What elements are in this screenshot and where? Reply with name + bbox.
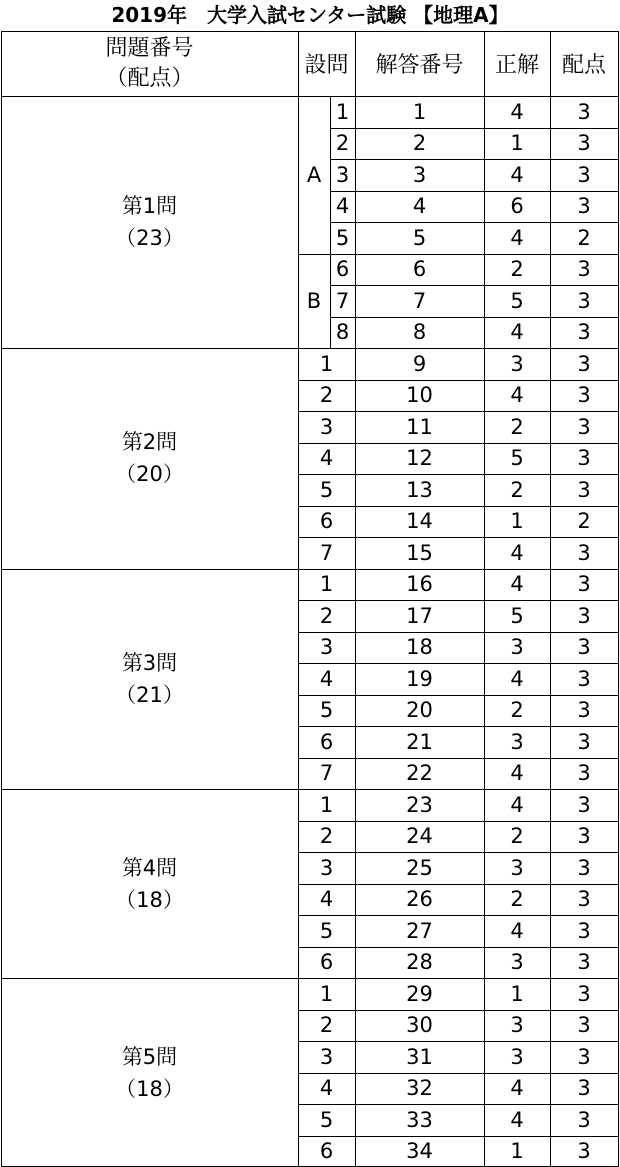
- question-number: 2: [319, 603, 334, 628]
- correct-answer: 4: [510, 666, 524, 691]
- grid-line: [1, 789, 619, 790]
- points-value: 3: [577, 383, 591, 408]
- answer-number: 4: [412, 194, 427, 219]
- answer-number: 8: [412, 320, 427, 345]
- grid-line: [298, 695, 619, 696]
- points-value: 2: [577, 509, 591, 534]
- grid-line: [330, 159, 619, 160]
- question-number: 1: [319, 792, 334, 817]
- correct-answer: 4: [510, 1107, 524, 1132]
- correct-answer: 4: [510, 540, 524, 565]
- points-value: 3: [577, 1076, 591, 1101]
- question-number: 1: [319, 572, 334, 597]
- answer-number: 29: [406, 981, 433, 1006]
- points-value: 3: [577, 257, 591, 282]
- grid-line: [298, 758, 619, 759]
- points-value: 3: [577, 194, 591, 219]
- answer-number: 6: [412, 257, 427, 282]
- answer-number: 28: [406, 950, 433, 975]
- question-number: 6: [319, 509, 334, 534]
- correct-answer: 2: [510, 257, 524, 282]
- grid-line: [298, 506, 619, 507]
- page-title: 2019年 大学入試センター試験 【地理A】: [111, 3, 509, 27]
- points-value: 3: [577, 792, 591, 817]
- points-value: 3: [577, 446, 591, 471]
- points-value: 3: [577, 320, 591, 345]
- question-number: 3: [335, 162, 350, 187]
- subgroup-label: B: [306, 288, 322, 313]
- answer-number: 19: [406, 666, 433, 691]
- answer-number: 33: [406, 1107, 433, 1132]
- problem-label: 第5問: [121, 1044, 178, 1069]
- points-value: 3: [577, 635, 591, 660]
- question-number: 6: [319, 1139, 334, 1164]
- grid-line: [1, 569, 619, 570]
- grid-line: [298, 1010, 619, 1011]
- grid-line: [298, 1041, 619, 1042]
- points-value: 2: [577, 225, 591, 250]
- answer-number: 26: [406, 887, 433, 912]
- header-points-note: （配点）: [105, 65, 194, 91]
- points-value: 3: [577, 887, 591, 912]
- grid-line: [298, 254, 619, 255]
- question-number: 7: [335, 288, 350, 313]
- answer-number: 1: [412, 99, 427, 124]
- question-number: 5: [319, 1107, 334, 1132]
- answer-number: 20: [406, 698, 433, 723]
- correct-answer: 4: [510, 383, 524, 408]
- problem-label: 第1問: [121, 194, 178, 218]
- grid-line: [298, 884, 619, 885]
- question-number: 1: [319, 981, 334, 1006]
- correct-answer: 5: [510, 603, 524, 628]
- points-value: 3: [577, 540, 591, 565]
- answer-number: 12: [406, 446, 433, 471]
- answer-number: 21: [406, 729, 433, 754]
- points-value: 3: [577, 1013, 591, 1038]
- question-number: 3: [319, 855, 334, 880]
- answer-number: 25: [406, 855, 433, 880]
- grid-line: [550, 31, 551, 1167]
- problem-score: （18）: [115, 887, 184, 912]
- points-value: 3: [577, 824, 591, 849]
- header-points: 配点: [561, 53, 606, 78]
- points-value: 3: [577, 1107, 591, 1132]
- grid-line: [298, 380, 619, 381]
- grid-line: [298, 663, 619, 664]
- grid-line: [298, 600, 619, 601]
- answer-number: 27: [406, 918, 433, 943]
- correct-answer: 2: [510, 698, 524, 723]
- question-number: 8: [335, 320, 350, 345]
- points-value: 3: [577, 981, 591, 1006]
- correct-answer: 4: [510, 320, 524, 345]
- grid-line: [1, 978, 619, 979]
- question-number: 5: [319, 698, 334, 723]
- correct-answer: 2: [510, 477, 524, 502]
- grid-line: [298, 1073, 619, 1074]
- answer-number: 9: [412, 351, 427, 376]
- answer-number: 10: [406, 383, 433, 408]
- question-number: 2: [319, 383, 334, 408]
- grid-line: [298, 947, 619, 948]
- points-value: 3: [577, 162, 591, 187]
- question-number: 5: [319, 477, 334, 502]
- problem-group: [1, 348, 298, 569]
- question-number: 3: [319, 635, 334, 660]
- question-number: 4: [335, 194, 350, 219]
- grid-line: [298, 915, 619, 916]
- question-number: 6: [335, 257, 350, 282]
- correct-answer: 4: [510, 792, 524, 817]
- correct-answer: 4: [510, 225, 524, 250]
- correct-answer: 5: [510, 288, 524, 313]
- grid-line: [298, 411, 619, 412]
- points-value: 3: [577, 351, 591, 376]
- answer-number: 11: [406, 414, 433, 439]
- header-correct: 正解: [494, 53, 539, 78]
- question-number: 1: [319, 351, 334, 376]
- problem-score: （23）: [115, 226, 184, 250]
- grid-line: [330, 128, 619, 129]
- problem-score: （18）: [115, 1076, 184, 1101]
- grid-line: [298, 31, 299, 1167]
- answer-number: 32: [406, 1076, 433, 1101]
- points-value: 3: [577, 698, 591, 723]
- header-question: 設問: [304, 53, 349, 78]
- points-value: 3: [577, 99, 591, 124]
- correct-answer: 1: [510, 1139, 524, 1164]
- answer-number: 18: [406, 635, 433, 660]
- problem-score: （20）: [115, 462, 184, 487]
- answer-number: 16: [406, 572, 433, 597]
- grid-line: [1, 348, 619, 349]
- correct-answer: 6: [510, 194, 524, 219]
- correct-answer: 5: [510, 446, 524, 471]
- points-value: 3: [577, 855, 591, 880]
- grid-line: [330, 191, 619, 192]
- question-number: 3: [319, 414, 334, 439]
- answer-number: 34: [406, 1139, 433, 1164]
- correct-answer: 3: [510, 1013, 524, 1038]
- answer-number: 24: [406, 824, 433, 849]
- answer-number: 2: [412, 131, 427, 156]
- grid-line: [330, 317, 619, 318]
- question-number: 2: [319, 1013, 334, 1038]
- points-value: 3: [577, 414, 591, 439]
- question-number: 4: [319, 1076, 334, 1101]
- grid-line: [298, 632, 619, 633]
- points-value: 3: [577, 729, 591, 754]
- question-number: 2: [335, 131, 350, 156]
- header-problem-label: 問題番号: [105, 35, 194, 61]
- correct-answer: 2: [510, 887, 524, 912]
- answer-number: 3: [412, 162, 427, 187]
- points-value: 3: [577, 1044, 591, 1069]
- points-value: 3: [577, 1139, 591, 1164]
- correct-answer: 4: [510, 1076, 524, 1101]
- points-value: 3: [577, 288, 591, 313]
- question-number: 2: [319, 824, 334, 849]
- points-value: 3: [577, 572, 591, 597]
- correct-answer: 1: [510, 981, 524, 1006]
- question-number: 6: [319, 950, 334, 975]
- correct-answer: 3: [510, 351, 524, 376]
- correct-answer: 1: [510, 131, 524, 156]
- question-number: 5: [319, 918, 334, 943]
- question-number: 1: [335, 99, 350, 124]
- correct-answer: 3: [510, 950, 524, 975]
- grid-line: [298, 852, 619, 853]
- problem-group: [1, 978, 298, 1167]
- correct-answer: 4: [510, 162, 524, 187]
- question-number: 6: [319, 729, 334, 754]
- question-number: 7: [319, 540, 334, 565]
- problem-group: [1, 789, 298, 978]
- subgroup-label: A: [306, 162, 322, 187]
- grid-line: [1, 96, 619, 97]
- correct-answer: 3: [510, 855, 524, 880]
- answer-number: 30: [406, 1013, 433, 1038]
- correct-answer: 2: [510, 824, 524, 849]
- header-answer-number: 解答番号: [375, 53, 464, 78]
- problem-group: [1, 569, 298, 790]
- correct-answer: 1: [510, 509, 524, 534]
- grid-line: [618, 31, 619, 1167]
- grid-line: [1, 31, 619, 32]
- grid-line: [298, 1104, 619, 1105]
- correct-answer: 4: [510, 918, 524, 943]
- grid-line: [484, 31, 485, 1167]
- problem-label: 第2問: [121, 430, 178, 455]
- correct-answer: 3: [510, 635, 524, 660]
- answer-number: 15: [406, 540, 433, 565]
- problem-label: 第4問: [121, 855, 178, 880]
- answer-number: 13: [406, 477, 433, 502]
- points-value: 3: [577, 950, 591, 975]
- grid-line: [355, 31, 356, 1167]
- correct-answer: 4: [510, 99, 524, 124]
- answer-number: 17: [406, 603, 433, 628]
- question-number: 7: [319, 761, 334, 786]
- points-value: 3: [577, 603, 591, 628]
- points-value: 3: [577, 131, 591, 156]
- question-number: 3: [319, 1044, 334, 1069]
- grid-line: [298, 537, 619, 538]
- correct-answer: 4: [510, 761, 524, 786]
- grid-line: [298, 1136, 619, 1137]
- answer-number: 5: [412, 225, 427, 250]
- question-number: 4: [319, 887, 334, 912]
- grid-line: [298, 726, 619, 727]
- answer-number: 31: [406, 1044, 433, 1069]
- problem-score: （21）: [115, 682, 184, 707]
- grid-line: [330, 222, 619, 223]
- answer-number: 23: [406, 792, 433, 817]
- correct-answer: 3: [510, 729, 524, 754]
- points-value: 3: [577, 918, 591, 943]
- correct-answer: 3: [510, 1044, 524, 1069]
- problem-label: 第3問: [121, 650, 178, 675]
- correct-answer: 4: [510, 572, 524, 597]
- header-problem-number: [1, 31, 298, 96]
- grid-line: [298, 474, 619, 475]
- question-number: 4: [319, 446, 334, 471]
- problem-group: [1, 96, 298, 348]
- grid-line: [1, 31, 2, 1167]
- answer-number: 22: [406, 761, 433, 786]
- grid-line: [298, 821, 619, 822]
- points-value: 3: [577, 477, 591, 502]
- question-number: 4: [319, 666, 334, 691]
- points-value: 3: [577, 666, 591, 691]
- answer-number: 7: [412, 288, 427, 313]
- question-number: 5: [335, 225, 350, 250]
- grid-line: [298, 443, 619, 444]
- grid-line: [330, 285, 619, 286]
- answer-number: 14: [406, 509, 433, 534]
- points-value: 3: [577, 761, 591, 786]
- correct-answer: 2: [510, 414, 524, 439]
